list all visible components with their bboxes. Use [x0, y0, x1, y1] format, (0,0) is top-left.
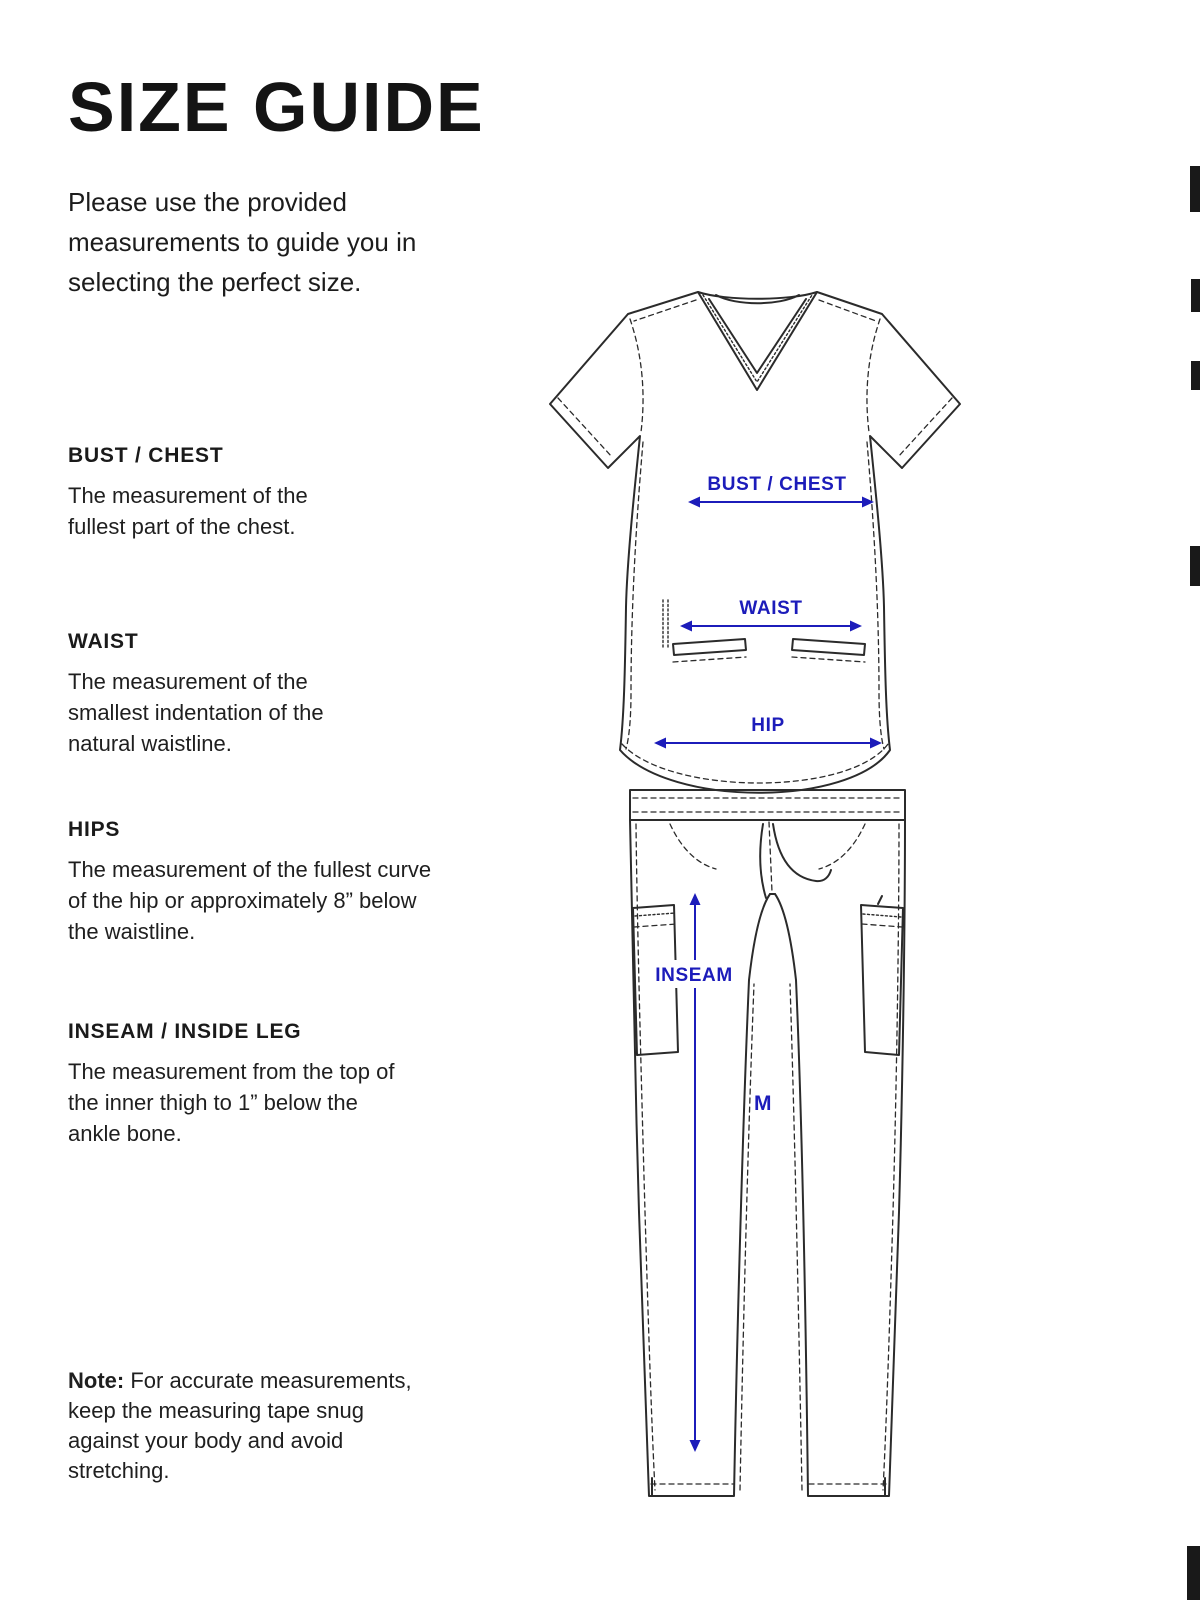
right-edge-mark [1191, 279, 1200, 312]
top-stitching [558, 300, 952, 783]
note-label: Note: [68, 1368, 125, 1393]
arrowhead [850, 621, 862, 632]
note-text [68, 1366, 412, 1486]
definition-body: The measurement of the fullest curve of the hip or approximately 8” below the waistline. [68, 857, 432, 944]
collar-rib [703, 295, 812, 382]
arrowhead [688, 497, 700, 508]
right-edge-mark [1191, 361, 1200, 390]
right-edge-mark [1190, 546, 1200, 586]
zipper-pull [878, 896, 882, 904]
right-leg [775, 820, 905, 1496]
arrowhead [690, 893, 701, 905]
collar-outer [698, 292, 817, 390]
note-body: For accurate measurements, keep the measuring tape snug against your body and avoid stretching. [68, 1368, 412, 1483]
definition-body: The measurement of the smallest indentation of the natural waistline. [68, 669, 324, 756]
scrub-pants-drawing [630, 790, 905, 1496]
arrowhead [680, 621, 692, 632]
definition-body: The measurement of the fullest part of the chest. [68, 483, 308, 539]
arrowhead [654, 738, 666, 749]
definition-body: The measurement from the top of the inner thigh to 1” below the ankle bone. [68, 1059, 395, 1146]
intro-text: Please use the provided measurements to guide you in selecting the perfect size. [68, 187, 417, 297]
hip-label: HIP [751, 715, 785, 736]
arrowhead [870, 738, 882, 749]
waist-label: WAIST [739, 598, 803, 619]
right-edge-mark [1190, 166, 1200, 212]
pocket-zipper-left [635, 913, 675, 916]
measurement-annotations [646, 474, 882, 1452]
definition-heading: WAIST [68, 630, 139, 653]
waistband [630, 790, 905, 820]
definition-heading: INSEAM / INSIDE LEG [68, 1020, 302, 1043]
right-edge-mark [1187, 1546, 1200, 1600]
welt-pocket-left [673, 639, 746, 655]
definition-inseam [68, 1020, 402, 1149]
page-title: SIZE GUIDE [68, 68, 485, 146]
pants-stitching [633, 798, 902, 1490]
welt-pocket-right [792, 639, 865, 655]
size-label: M [753, 1092, 773, 1115]
side-zip-detail [663, 600, 668, 648]
definition-bust-chest [68, 444, 360, 542]
arrowhead [690, 1440, 701, 1452]
inseam-label: INSEAM [655, 965, 733, 986]
definition-hips [68, 818, 442, 947]
definition-heading: BUST / CHEST [68, 444, 224, 467]
definition-waist [68, 630, 372, 759]
pocket-zipper-right [863, 914, 901, 917]
bust-label: BUST / CHEST [707, 474, 847, 495]
garment-diagram [530, 272, 990, 1532]
definition-heading: HIPS [68, 818, 121, 841]
